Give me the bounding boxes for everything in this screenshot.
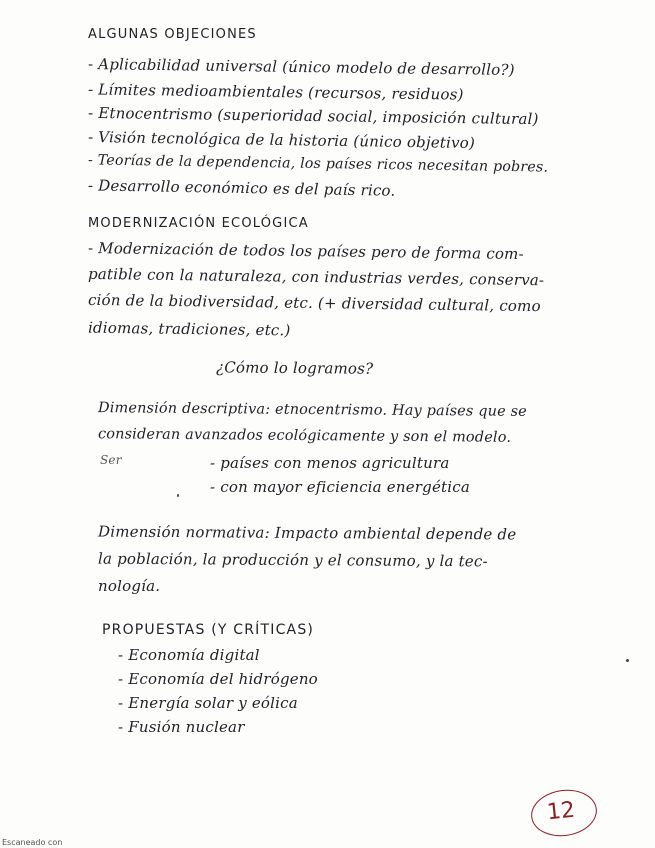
descriptive-dimension-line: consideran avanzados ecológicamente y son el modelo. bbox=[97, 426, 512, 446]
paragraph-line: idiomas, tradiciones, etc.) bbox=[87, 318, 291, 340]
section-heading-proposals: PROPUESTAS (Y CRÍTICAS) bbox=[102, 622, 315, 638]
normative-dimension-line: Dimensión normativa: Impacto ambiental depende de bbox=[97, 522, 517, 544]
paragraph-line: - Modernización de todos los países pero de forma com- bbox=[87, 238, 524, 264]
side-mark: Ser bbox=[100, 453, 122, 467]
objection-item: - Desarrollo económico es del país rico. bbox=[87, 176, 396, 200]
objection-item: - Etnocentrismo (superioridad social, imposición cultural) bbox=[87, 103, 539, 129]
proposal-item: - Energía solar y eólica bbox=[118, 694, 298, 712]
ink-dot bbox=[177, 494, 179, 497]
sub-item: - países con menos agricultura bbox=[210, 454, 450, 472]
question-line: ¿Cómo lo logramos? bbox=[215, 358, 374, 378]
section-heading-objections: ALGUNAS OBJECIONES bbox=[88, 27, 257, 42]
normative-dimension-line: nología. bbox=[98, 577, 161, 595]
objection-item: - Aplicabilidad universal (único modelo de desarrollo?) bbox=[87, 55, 515, 79]
page-number: 12 bbox=[545, 797, 577, 826]
normative-dimension-line: la población, la producción y el consumo, y la tec- bbox=[97, 549, 488, 571]
proposal-item: - Fusión nuclear bbox=[118, 718, 245, 736]
descriptive-dimension-line: Dimensión descriptiva: etnocentrismo. Hay países que se bbox=[97, 400, 528, 420]
objection-item: - Límites medioambientales (recursos, residuos) bbox=[87, 80, 464, 104]
section-heading-ecological-modernization: MODERNIZACIÓN ECOLÓGICA bbox=[88, 216, 309, 231]
paragraph-line: ción de la biodiversidad, etc. (+ diversidad cultural, como bbox=[87, 290, 541, 316]
proposal-item: - Economía digital bbox=[118, 646, 260, 664]
objection-item: - Visión tecnológica de la historia (único objetivo) bbox=[87, 127, 476, 153]
margin-dot bbox=[626, 659, 629, 662]
objection-item: - Teorías de la dependencia, los países ricos necesitan pobres. bbox=[87, 152, 549, 176]
proposal-item: - Economía del hidrógeno bbox=[118, 670, 318, 688]
paragraph-line: patible con la naturaleza, con industrias verdes, conserva- bbox=[87, 264, 545, 290]
scanner-footer: Escaneado con bbox=[2, 838, 63, 847]
sub-item: - con mayor eficiencia energética bbox=[210, 478, 471, 496]
